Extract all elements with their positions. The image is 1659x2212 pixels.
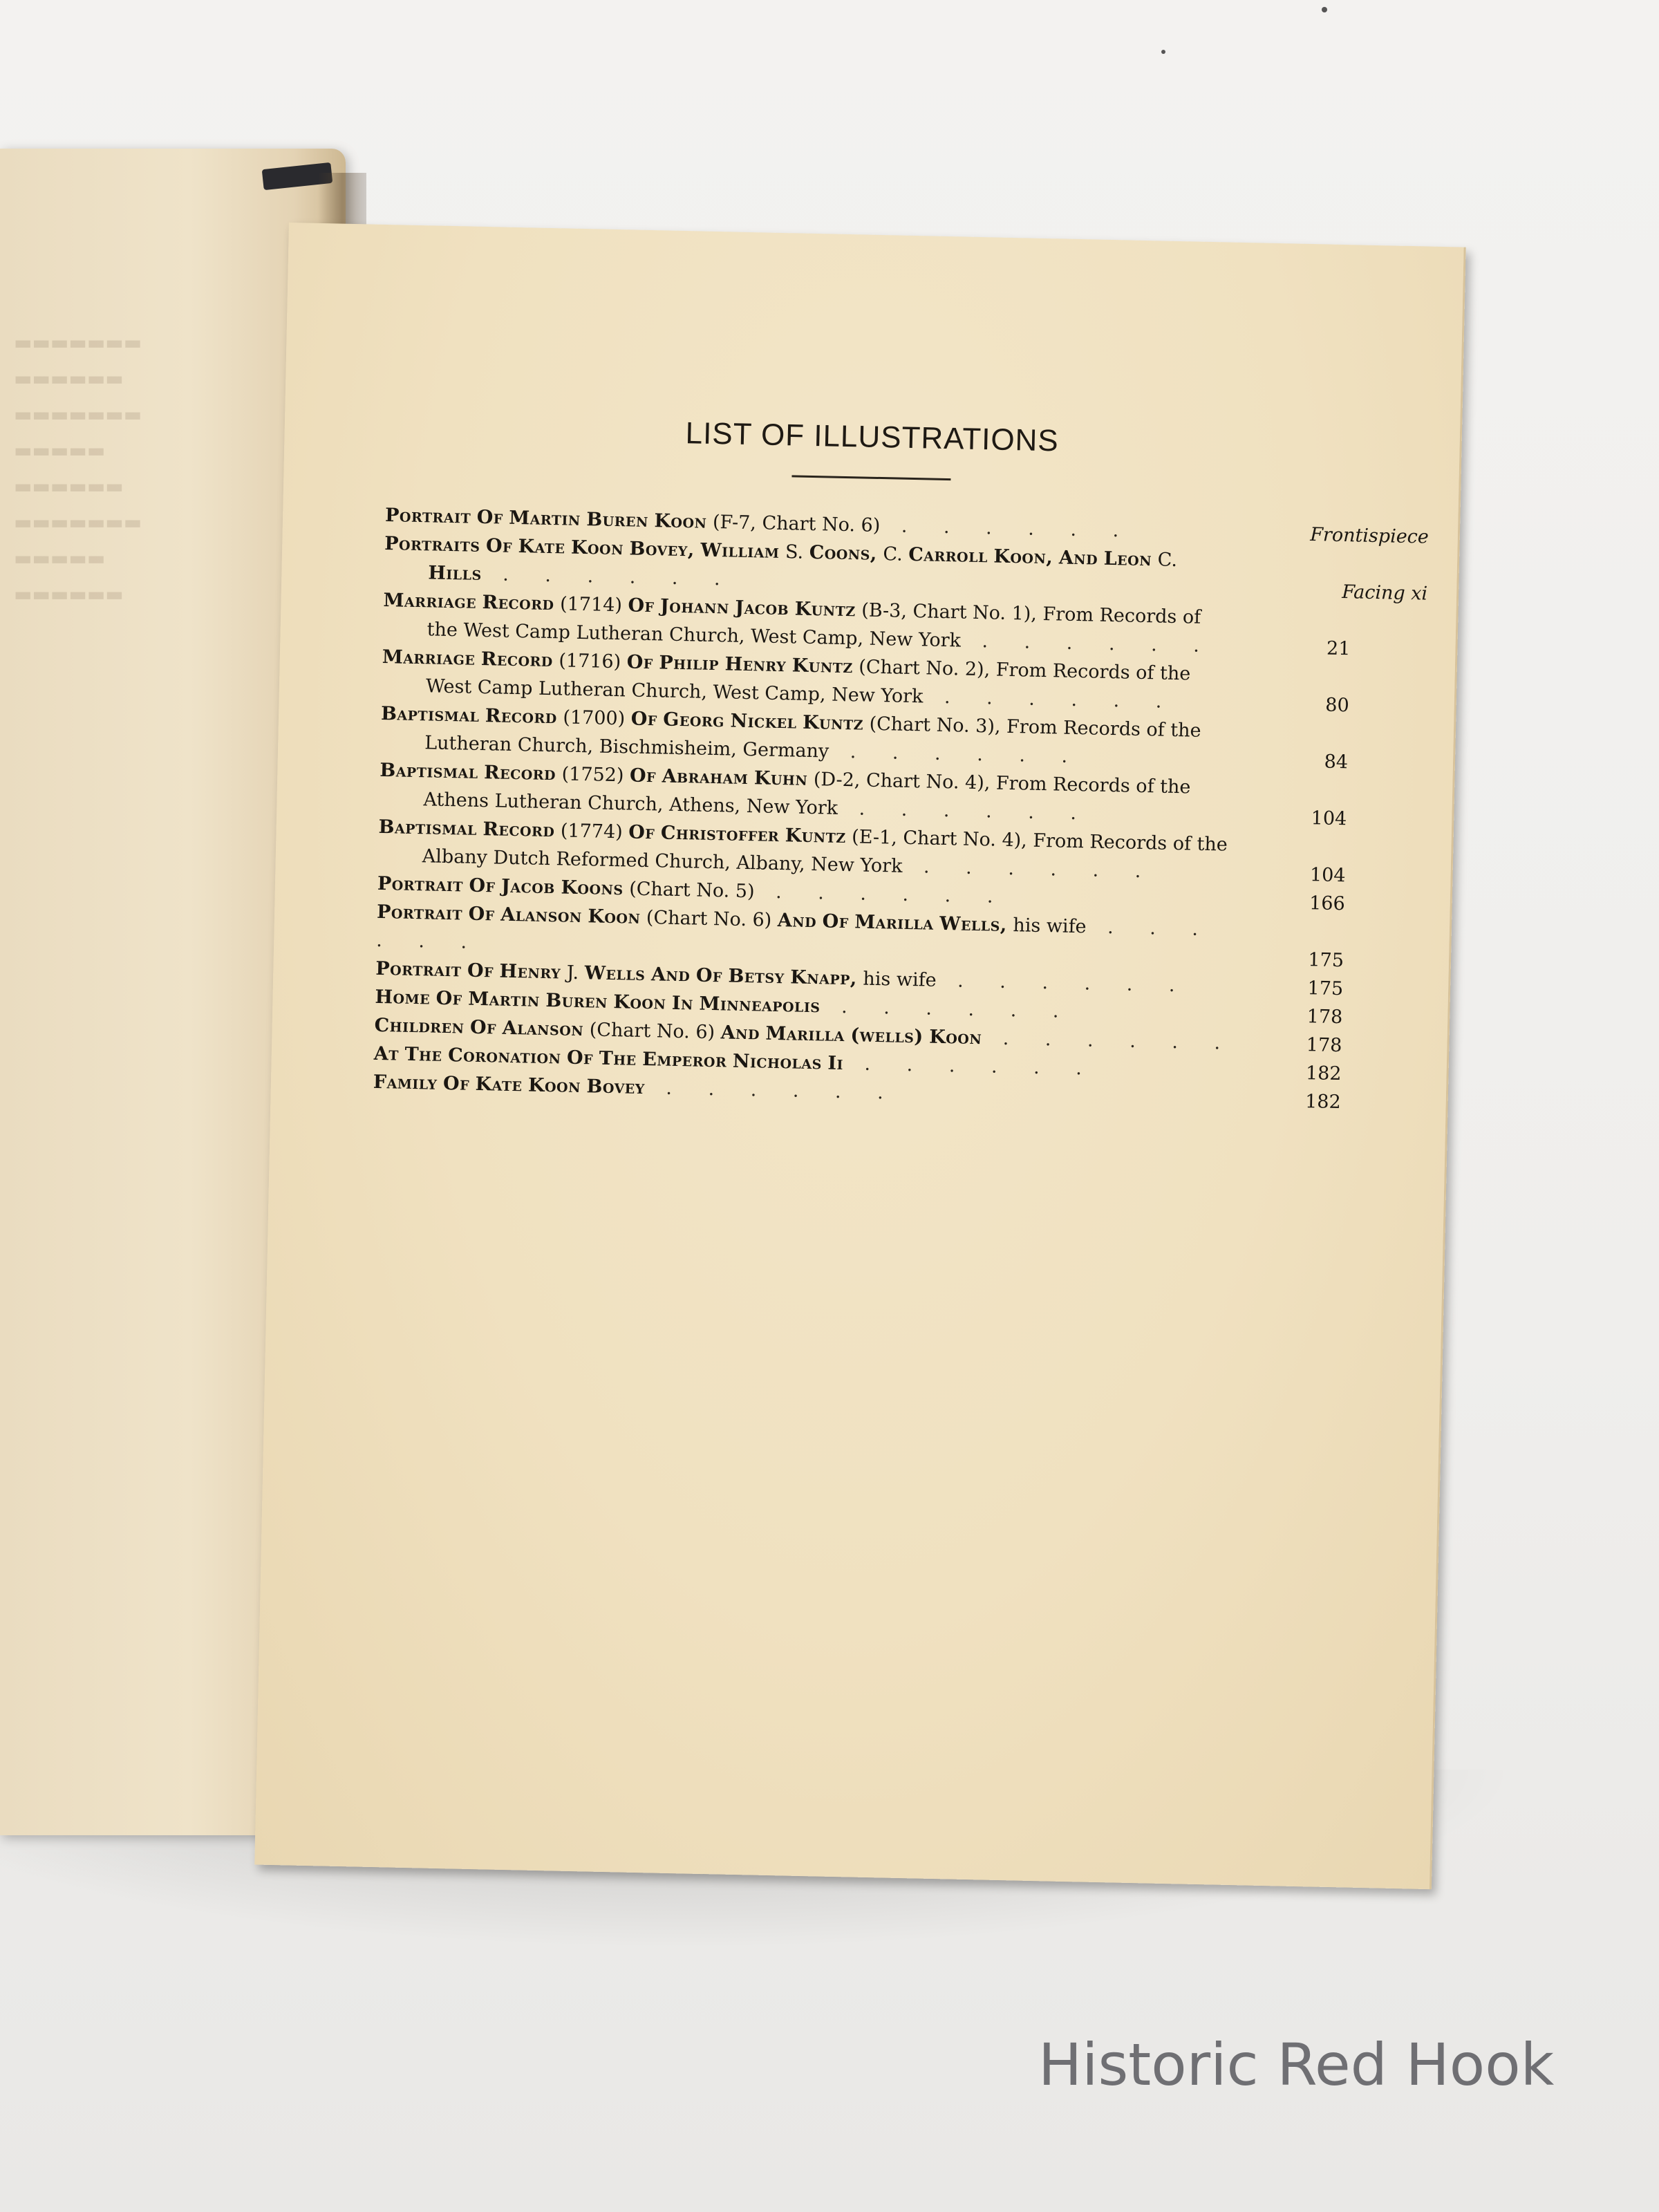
entry-caption: Marriage Record (1714) Of Johann Jacob Kuntz (B-3, Chart No. 1), From Records of — [383, 589, 1201, 628]
entry-caption-continued: Athens Lutheran Church, Athens, New York . . . . . . — [423, 789, 1092, 825]
leader-dots: . . . . . . — [879, 515, 1134, 542]
leader-dots: . . . . . . — [843, 1053, 1098, 1080]
entry-page-number: 182 — [1305, 1062, 1342, 1085]
leader-dots: . . . . . . — [981, 1027, 1236, 1054]
dust-speck — [1322, 7, 1327, 12]
title-rule — [791, 475, 950, 480]
entry-page-number: 104 — [1311, 807, 1347, 830]
page-title: LIST OF ILLUSTRATIONS — [685, 416, 1060, 458]
entry-caption: Portraits Of Kate Koon Bovey, William S. Coons, C. Carroll Koon, And Leon C. — [384, 533, 1178, 572]
leader-dots: . . . . . . — [644, 1077, 899, 1104]
entry-caption-continued: West Camp Lutheran Church, West Camp, New York . . . . . . — [425, 675, 1177, 713]
entry-caption: Children Of Alanson (Chart No. 6) And Marilla (wells) Koon . . . . . . — [374, 1014, 1236, 1054]
entry-page-number: 175 — [1307, 977, 1344, 1000]
illustrations-list — [373, 501, 1430, 1116]
leader-dots: . . . . . . — [481, 563, 736, 590]
entry-page-number: 166 — [1309, 892, 1346, 915]
entry-page-number: 178 — [1306, 1006, 1343, 1029]
leader-dots: . . . . . . — [936, 969, 1190, 997]
entry-page-number: 21 — [1326, 637, 1351, 660]
entry-caption: Baptismal Record (1752) Of Abraham Kuhn (D-2, Chart No. 4), From Records of the — [379, 759, 1191, 798]
watermark: Historic Red Hook — [1038, 2031, 1555, 2099]
entry-caption: At The Coronation Of The Emperor Nicholas Ii . . . . . . — [373, 1042, 1098, 1080]
leader-dots: . . . . . . — [960, 630, 1215, 657]
leader-dots: . . . . . . — [828, 740, 1083, 768]
entry-caption: Baptismal Record (1700) Of Georg Nickel Kuntz (Chart No. 3), From Records of the — [380, 702, 1201, 742]
entry-caption: Portrait Of Jacob Koons (Chart No. 5) . . . . . . — [377, 872, 1009, 908]
entry-page-number: 182 — [1304, 1091, 1342, 1114]
entry-caption: Portrait Of Henry J. Wells And Of Betsy Knapp, his wife . . . . . . — [375, 957, 1190, 997]
leader-dots: . . . . . . — [820, 995, 1074, 1023]
entry-page-number: Facing xi — [1341, 581, 1428, 605]
leader-dots: . . . . . . — [754, 881, 1009, 908]
entry-page-number: 104 — [1309, 864, 1346, 887]
entry-caption: Portrait Of Alanson Koon (Chart No. 6) And Of Marilla Wells, his wife . . . . . . — [375, 901, 1214, 954]
leader-dots: . . . . . . — [923, 686, 1177, 713]
entry-caption: Portrait Of Martin Buren Koon (F-7, Chart No. 6) . . . . . . — [384, 505, 1134, 542]
entry-page-number: 178 — [1306, 1034, 1342, 1057]
entry-caption: Home Of Martin Buren Koon In Minneapolis . . . . . . — [375, 986, 1074, 1023]
dust-speck — [1161, 50, 1165, 54]
entry-page-number: Frontispiece — [1309, 524, 1430, 548]
entry-page-number: 84 — [1324, 751, 1349, 774]
entry-caption-continued: the West Camp Lutheran Church, West Camp, New York . . . . . . — [427, 619, 1215, 657]
entry-page-number: 80 — [1325, 694, 1350, 717]
entry-caption: Family Of Kate Koon Bovey . . . . . . — [373, 1071, 899, 1104]
entry-caption-continued: Hills . . . . . . — [428, 562, 736, 590]
left-page-bleedthrough: ▬▬▬▬▬▬▬ ▬▬▬▬▬▬ ▬▬▬▬▬▬▬ ▬▬▬▬▬ ▬▬▬▬▬▬ ▬▬▬▬▬▬▬ ▬▬▬▬▬ ▬▬▬▬▬▬ — [14, 331, 142, 606]
right-page — [254, 223, 1465, 1889]
entry-caption-continued: Lutheran Church, Bischmisheim, Germany . . . . . . — [424, 732, 1083, 768]
entry-caption: Baptismal Record (1774) Of Christoffer Kuntz (E-1, Chart No. 4), From Records of the — [378, 816, 1228, 856]
entry-caption: Marriage Record (1716) Of Philip Henry Kuntz (Chart No. 2), From Records of the — [382, 646, 1191, 685]
entry-caption-continued: Albany Dutch Reformed Church, Albany, New York . . . . . . — [422, 845, 1156, 883]
leader-dots: . . . . . . — [375, 916, 1214, 954]
leader-dots: . . . . . . — [837, 797, 1092, 825]
leader-dots: . . . . . . — [902, 855, 1156, 883]
entry-page-number: 175 — [1308, 949, 1344, 972]
